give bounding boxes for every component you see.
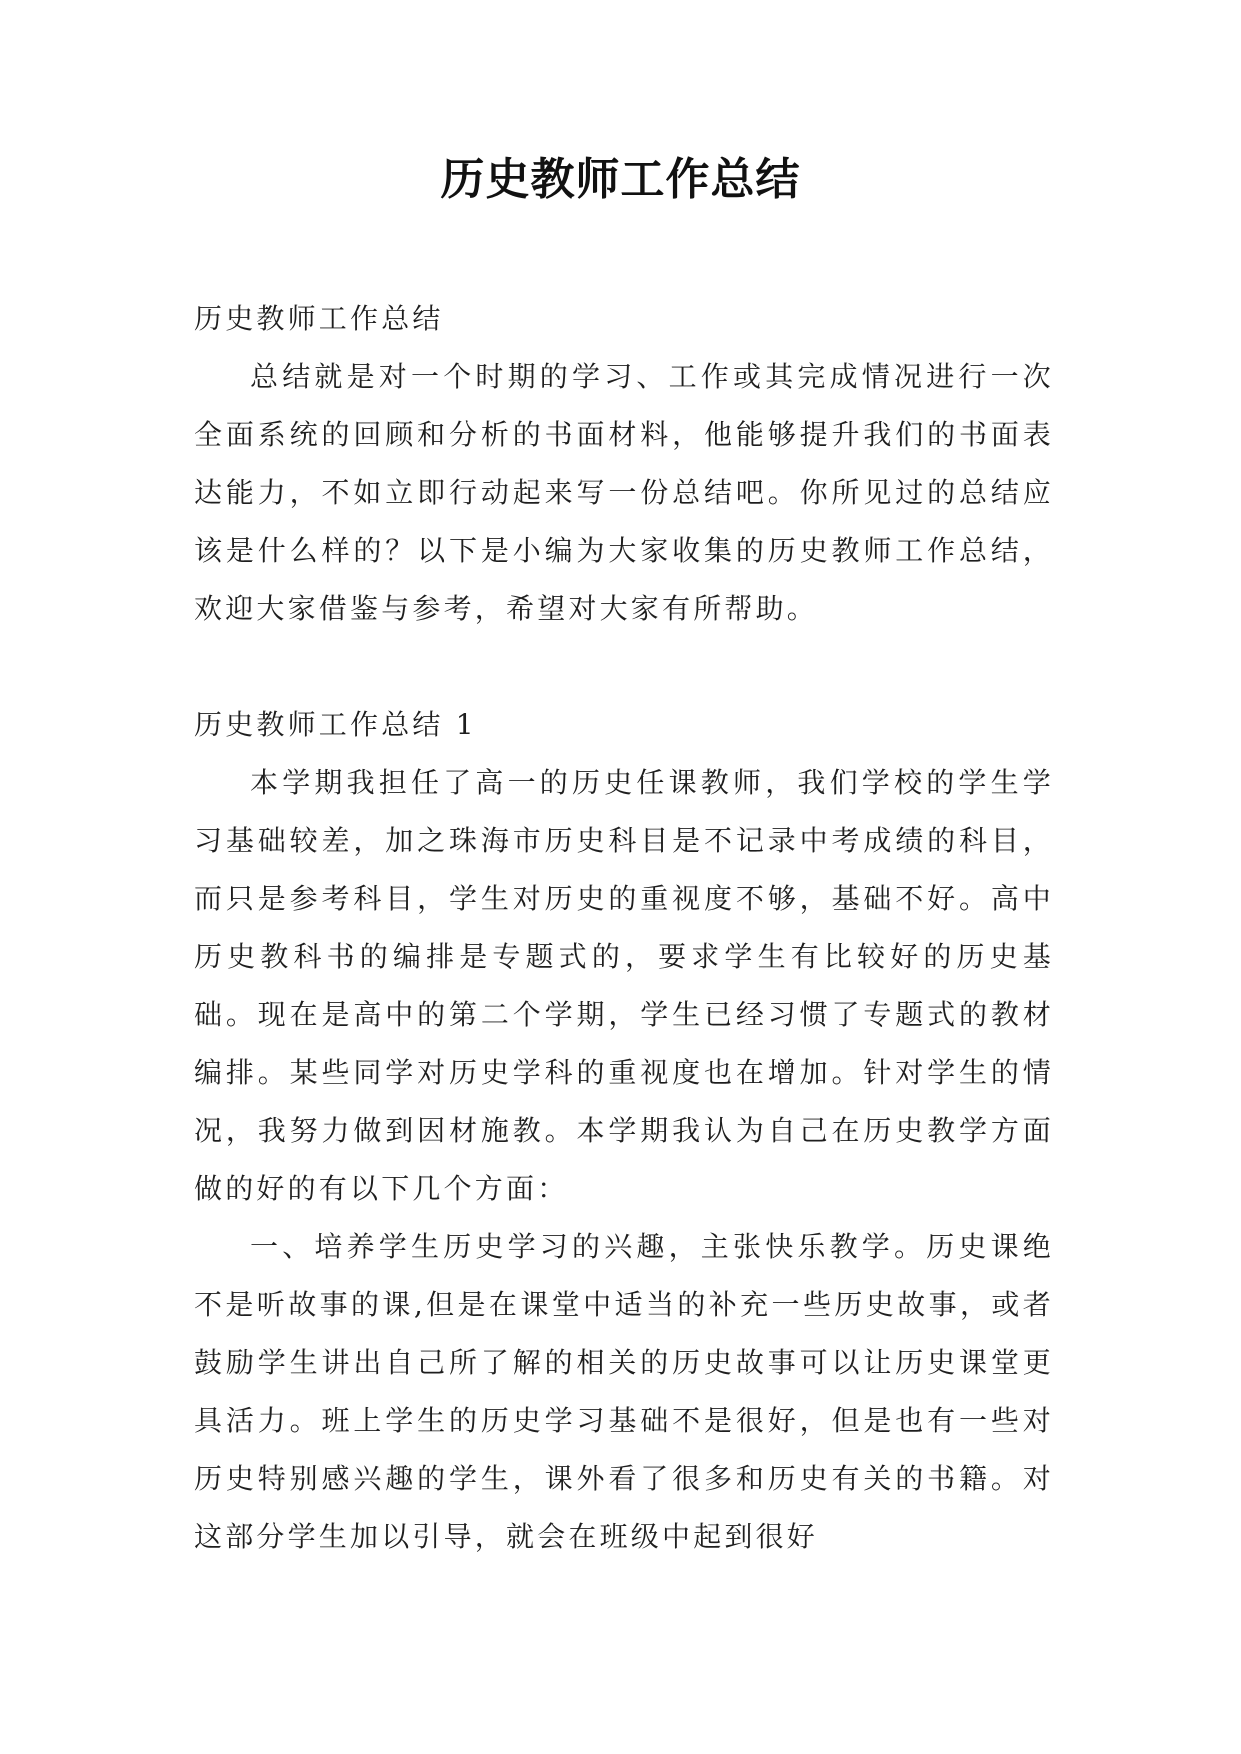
section1-paragraph-2: 一、培养学生历史学习的兴趣，主张快乐教学。历史课绝不是听故事的课,但是在课堂中适当的补充一些历史故事，或者鼓励学生讲出自己所了解的相关的历史故事可以让历史课堂更具活力。班上学生的历史学习基础不是很好，但是也有一些对历史特别感兴趣的学生，课外看了很多和历史有关的书籍。对这部分学生加以引导，就会在班级中起到很好 bbox=[194, 1230, 1054, 1553]
document-title: 历史教师工作总结 bbox=[440, 154, 801, 205]
document-body bbox=[194, 290, 1054, 1566]
section-spacer bbox=[194, 638, 1054, 696]
section1-paragraph-1: 本学期我担任了高一的历史任课教师，我们学校的学生学习基础较差，加之珠海市历史科目是不记录中考成绩的科目，而只是参考科目，学生对历史的重视度不够，基础不好。高中历史教科书的编排是专题式的，要求学生有比较好的历史基础。现在是高中的第二个学期，学生已经习惯了专题式的教材编排。某些同学对历史学科的重视度也在增加。针对学生的情况，我努力做到因材施教。本学期我认为自己在历史教学方面做的好的有以下几个方面： bbox=[194, 766, 1054, 1205]
section1-heading: 历史教师工作总结 1 bbox=[194, 708, 477, 741]
intro-paragraph: 总结就是对一个时期的学习、工作或其完成情况进行一次全面系统的回顾和分析的书面材料，他能够提升我们的书面表达能力，不如立即行动起来写一份总结吧。你所见过的总结应该是什么样的？以下是小编为大家收集的历史教师工作总结，欢迎大家借鉴与参考，希望对大家有所帮助。 bbox=[194, 360, 1054, 625]
intro-heading: 历史教师工作总结 bbox=[194, 302, 444, 335]
